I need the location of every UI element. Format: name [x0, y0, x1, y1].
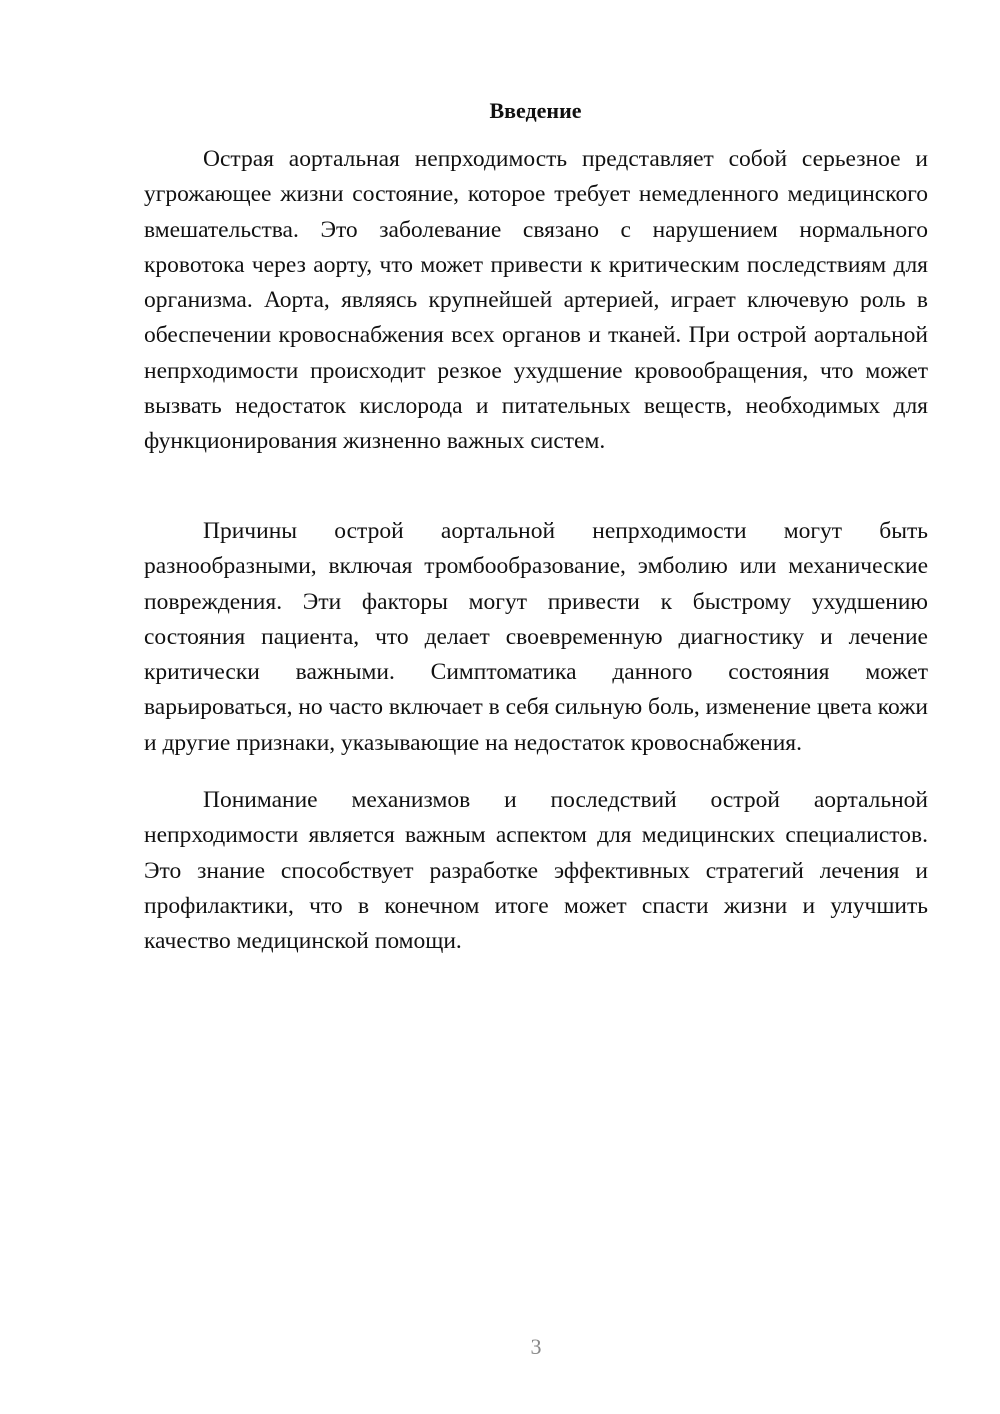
page-title: Введение	[489, 98, 582, 123]
page-number: 3	[530, 1334, 542, 1359]
paragraph-3: Понимание механизмов и последствий острой аортальной непрходимости является важным аспектом для медицинских специалистов. Это знание способствует разработке эффективных стратегий лечения и профилактики, что в конечном итоге может спасти жизни и улучшить качество медицинской помощи.	[144, 787, 928, 955]
paragraph-1: Острая аортальная непрходимость представляет собой серьезное и угрожающее жизни состояние, которое требует немедленного медицинского вмешательства. Это заболевание связано с нарушением нормального кровотока через аорту, что может привести к критическим последствиям для организма. Аорта, являясь крупнейшей артерией, играет ключевую роль в обеспечении кровоснабжения всех органов и тканей. При острой аортальной непрходимости происходит резкое ухудшение кровообращения, что может вызвать недостаток кислорода и питательных веществ, необходимых для функционирования жизненно важных систем.	[144, 146, 928, 455]
paragraph-2: Причины острой аортальной непрходимости могут быть разнообразными, включая тромбообразование, эмболию или механические повреждения. Эти факторы могут привести к быстрому ухудшению состояния пациента, что делает своевременную диагностику и лечение критически важными. Симптоматика данного состояния может варьироваться, но часто включает в себя сильную боль, изменение цвета кожи и другие признаки, указывающие на недостаток кровоснабжения.	[144, 518, 928, 756]
